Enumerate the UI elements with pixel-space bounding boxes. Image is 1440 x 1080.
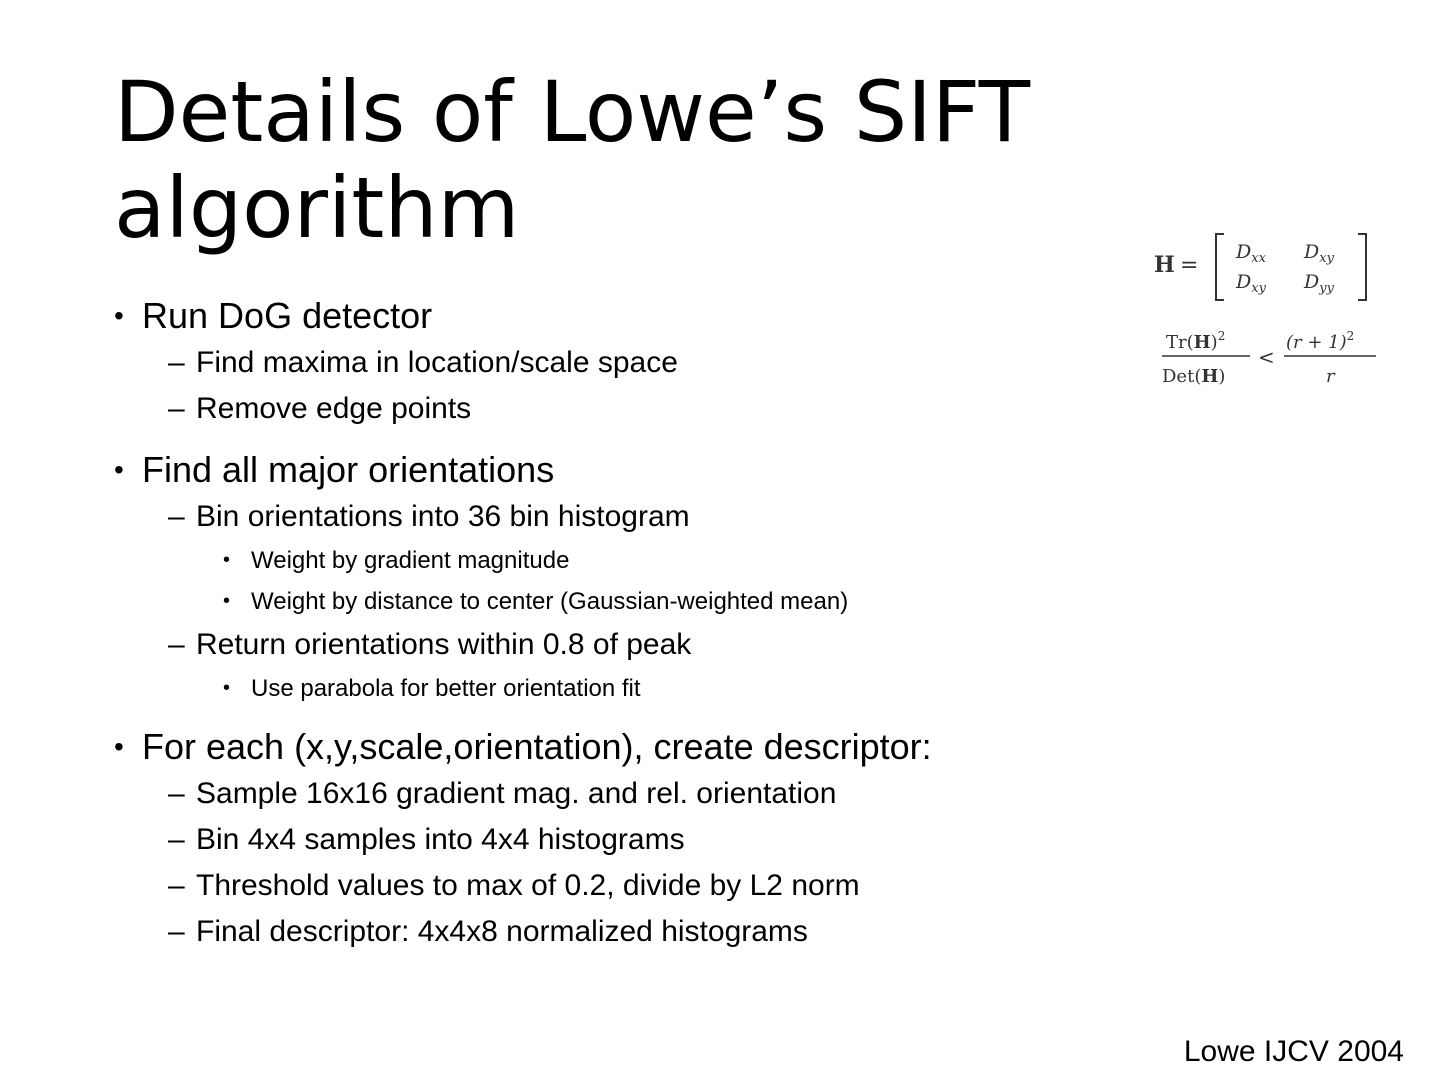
sub-bullet-text: Sample 16x16 gradient mag. and rel. orientation [196,777,837,810]
left-bracket [1216,234,1224,300]
dxy-subscript-top: xy [1319,251,1334,266]
bullet-text: Find all major orientations [142,449,555,490]
sub-bullet-item [114,340,1114,386]
dash-icon: – [168,777,185,810]
bullet-dot-icon: • [114,300,124,331]
sub-sub-bullet-item [114,668,1114,709]
sub-sub-bullet-item [114,540,1114,581]
svg-text:Dyy [1303,271,1335,296]
svg-text:Tr(H)2 [1166,329,1225,353]
svg-text:Det(H) [1162,366,1225,387]
sub-bullet-item [114,817,1114,863]
bullet-dot-icon: • [223,590,231,612]
sub-bullet-text: Find maxima in location/scale space [196,346,678,379]
dash-icon: – [168,869,185,902]
svg-text:(r + 1)2 [1286,329,1354,353]
bullet-dot-icon: • [114,731,124,762]
dash-icon: – [168,915,185,948]
dash-icon: – [168,392,185,425]
trace-h: H [1193,332,1211,353]
sub-bullet-text: Final descriptor: 4x4x8 normalized histograms [196,915,808,948]
bullet-text: For each (x,y,scale,orientation), create descriptor: [142,726,932,767]
sub-bullet-text: Remove edge points [196,392,472,425]
sub-sub-bullet-text: Weight by distance to center (Gaussian-weighted mean) [251,588,849,615]
equals-sign: = [1180,253,1199,278]
bullet-text: Run DoG detector [142,295,433,336]
sub-bullet-text: Return orientations within 0.8 of peak [196,628,692,661]
dash-icon: – [168,500,185,533]
det-close: ) [1218,366,1226,387]
dxy-symbol-bottom: D [1236,271,1252,293]
r-plus-one-square: 2 [1346,329,1355,343]
bullet-dot-icon: • [223,677,231,699]
trace-square: 2 [1217,329,1226,343]
dxy-subscript-bottom: xy [1251,281,1266,296]
sub-bullet-item [114,863,1114,909]
bullet-item [114,292,1114,340]
sub-bullet-text: Bin orientations into 36 bin histogram [196,500,690,533]
svg-text:Dxy [1235,271,1267,296]
bullet-dot-icon: • [114,454,124,485]
dash-icon: – [168,823,185,856]
sub-bullet-item [114,386,1114,432]
dxx-subscript: xx [1251,251,1266,266]
citation-footer: Lowe IJCV 2004 [1183,1035,1404,1068]
dxy-symbol-top: D [1304,241,1320,263]
sub-bullet-item [114,771,1114,817]
hessian-symbol: H [1154,252,1175,278]
slide-title: Details of Lowe’s SIFT algorithm [114,63,1031,257]
sub-sub-bullet-text: Weight by gradient magnitude [251,547,570,574]
bullet-item [114,446,1114,494]
dash-icon: – [168,628,185,661]
bullet-list [114,292,1114,955]
dash-icon: – [168,346,185,379]
less-than-sign: < [1258,345,1275,369]
sub-sub-bullet-item [114,581,1114,622]
r-denominator: r [1326,366,1335,387]
sub-bullet-text: Bin 4x4 samples into 4x4 histograms [196,823,685,856]
svg-text:Dxy [1303,241,1335,266]
hessian-formula [1150,228,1390,398]
dyy-subscript: yy [1319,281,1334,296]
sub-bullet-item [114,909,1114,955]
sub-bullet-item [114,622,1114,668]
trace-close: ) [1210,332,1218,353]
sub-sub-bullet-text: Use parabola for better orientation fit [251,675,641,702]
sub-bullet-item [114,494,1114,540]
sub-bullet-text: Threshold values to max of 0.2, divide by L2 norm [196,869,860,902]
r-plus-one: (r + 1) [1286,332,1347,353]
trace-label: Tr( [1166,332,1194,353]
right-bracket [1358,234,1366,300]
bullet-item [114,723,1114,771]
dxx-symbol: D [1236,241,1252,263]
det-h: H [1201,366,1219,387]
svg-text:Dxx [1235,241,1267,266]
det-label: Det( [1162,366,1202,387]
dyy-symbol: D [1304,271,1320,293]
bullet-dot-icon: • [223,549,231,571]
